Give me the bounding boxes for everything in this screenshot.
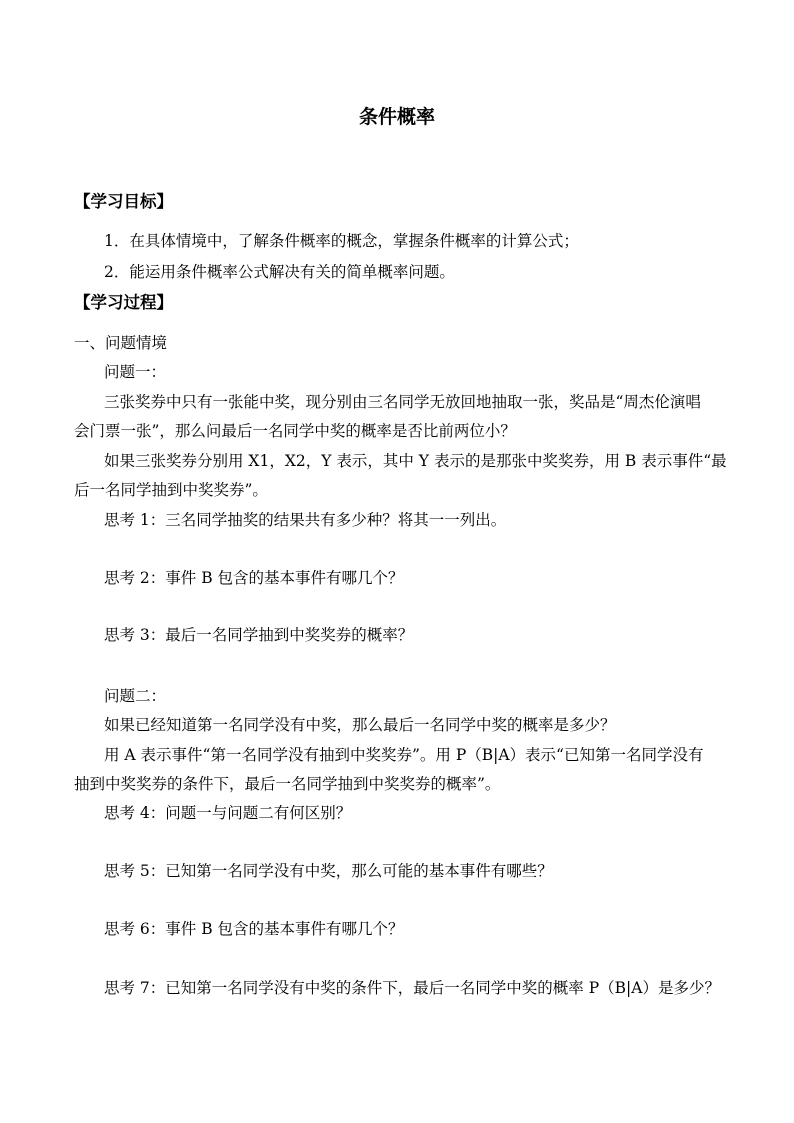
objectives-heading: 【学习目标】 (74, 192, 173, 211)
problem2-label: 问题二： (104, 687, 167, 705)
problem1-line2: 会门票一张”，那么问最后一名同学中奖的概率是否比前两位小？ (74, 422, 516, 440)
think-7: 思考 7：已知第一名同学没有中奖的条件下，最后一名同学中奖的概率 P（B|A）是多少？ (104, 979, 720, 997)
process-heading: 【学习过程】 (74, 293, 173, 312)
think-5: 思考 5：已知第一名同学没有中奖，那么可能的基本事件有哪些？ (104, 862, 553, 880)
problem1-line1: 三张奖券中只有一张能中奖，现分别由三名同学无放回地抽取一张，奖品是“周杰伦演唱 (104, 393, 701, 411)
objective-2: 2．能运用条件概率公式解决有关的简单概率问题。 (104, 263, 455, 281)
think-6: 思考 6：事件 B 包含的基本事件有哪几个？ (104, 920, 404, 938)
problem1-def-line1: 如果三张奖券分别用 X1，X2，Y 表示，其中 Y 表示的是那张中奖奖券，用 B 表示事件“最 (104, 452, 727, 470)
problem2-line1: 如果已经知道第一名同学没有中奖，那么最后一名同学中奖的概率是多少？ (104, 716, 616, 734)
page-title: 条件概率 (358, 106, 435, 128)
problem1-def-line2: 后一名同学抽到中奖奖券”。 (74, 481, 268, 499)
think-3: 思考 3：最后一名同学抽到中奖奖券的概率？ (104, 626, 414, 644)
part-1-heading: 一、问题情境 (74, 334, 168, 352)
problem2-def-line2: 抽到中奖奖券的条件下，最后一名同学抽到中奖奖券的概率”。 (74, 775, 501, 793)
think-1: 思考 1：三名同学抽奖的结果共有多少种？将其一一列出。 (104, 511, 507, 529)
problem2-def-line1: 用 A 表示事件“第一名同学没有抽到中奖奖券”。用 P（B|A）表示“已知第一名同学没有 (104, 746, 704, 764)
think-4: 思考 4：问题一与问题二有何区别？ (104, 804, 352, 822)
objective-1: 1．在具体情境中，了解条件概率的概念，掌握条件概率的计算公式； (104, 232, 579, 250)
problem1-label: 问题一： (104, 363, 167, 381)
think-2: 思考 2：事件 B 包含的基本事件有哪几个？ (104, 569, 404, 587)
